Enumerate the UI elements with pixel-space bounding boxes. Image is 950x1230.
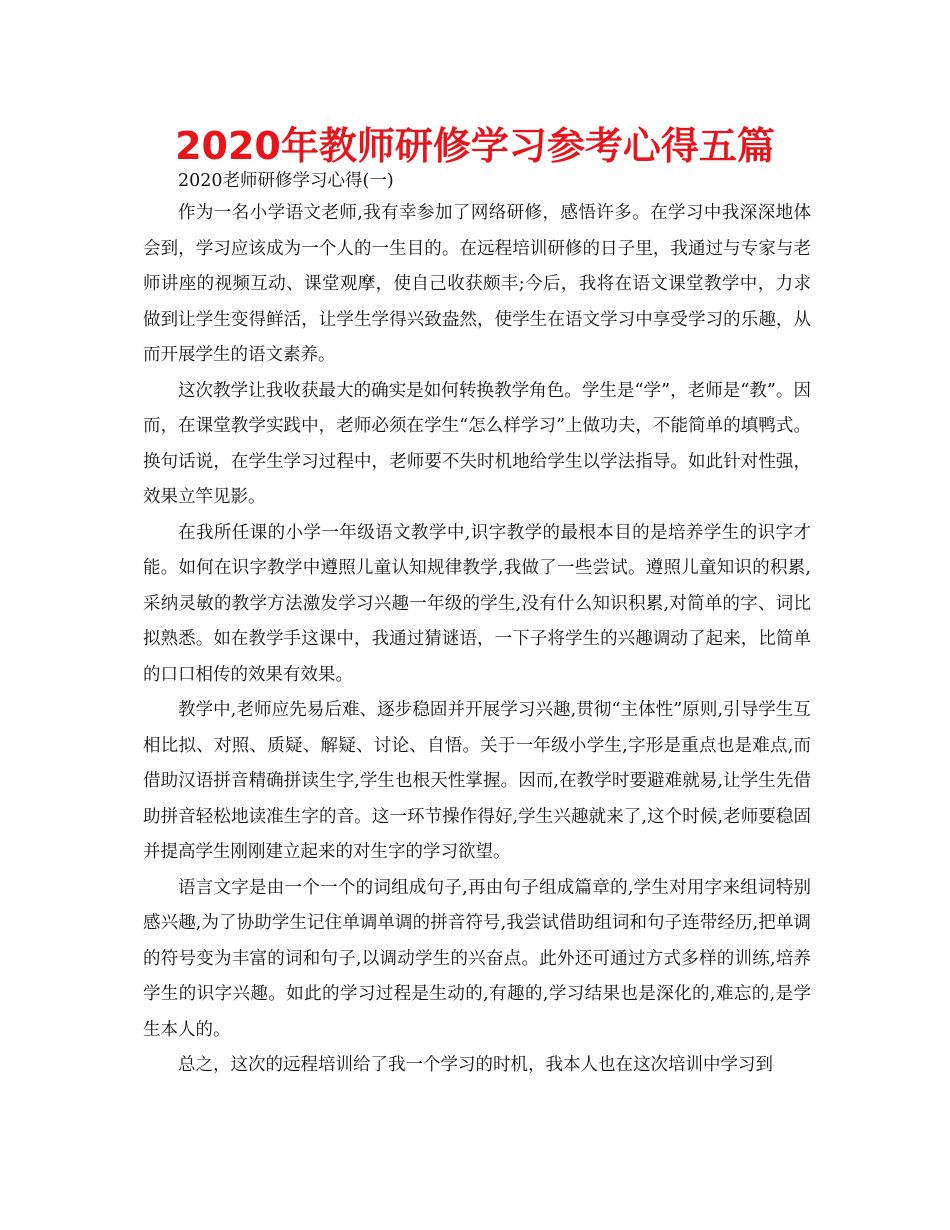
document-body	[143, 166, 811, 1084]
paragraph: 语言文字是由一个一个的词组成句子,再由句子组成篇章的,学生对用字来组词特别感兴趣,为了协助学生记住单调单调的拼音符号,我尝试借助组词和句子连带经历,把单调的符号变为丰富的词和句子,以调动学生的兴奋点。此外还可通过方式多样的训练,培养学生的识字兴趣。如此的学习过程是生动的,有趣的,学习结果也是深化的,难忘的,是学生本人的。	[143, 877, 811, 1040]
paragraph: 在我所任课的小学一年级语文教学中,识字教学的最根本目的是培养学生的识字才能。如何在识字教学中遵照儿童认知规律教学,我做了一些尝试。遵照儿童知识的积累,采纳灵敏的教学方法激发学习兴趣一年级的学生,没有什么知识积累,对简单的字、词比拟熟悉。如在教学手这课中，我通过猜谜语，一下子将学生的兴趣调动了起来，比简单的口口相传的效果有效果。	[143, 522, 811, 685]
document-title: 2020年教师研修学习参考心得五篇	[175, 124, 775, 168]
section-heading: 2020老师研修学习心得(一)	[178, 171, 394, 191]
paragraph: 作为一名小学语文老师,我有幸参加了网络研修，感悟许多。在学习中我深深地体会到，学习应该成为一个人的一生目的。在远程培训研修的日子里，我通过与专家与老师讲座的视频互动、课堂观摩，使自己收获颇丰;今后，我将在语文课堂教学中，力求做到让学生变得鲜活，让学生学得兴致盎然，使学生在语文学习中享受学习的乐趣，从而开展学生的语文素养。	[143, 203, 811, 365]
paragraph: 这次教学让我收获最大的确实是如何转换教学角色。学生是“学”，老师是“教”。因而，在课堂教学实践中，老师必须在学生“怎么样学习”上做功夫，不能简单的填鸭式。换句话说，在学生学习过程中，老师要不失时机地给学生以学法指导。如此针对性强，效果立竿见影。	[143, 380, 811, 507]
paragraph: 总之，这次的远程培训给了我一个学习的时机，我本人也在这次培训中学习到	[178, 1055, 773, 1075]
paragraph: 教学中,老师应先易后难、逐步稳固并开展学习兴趣,贯彻“主体性”原则,引导学生互相比拟、对照、质疑、解疑、讨论、自悟。关于一年级小学生,字形是重点也是难点,而借助汉语拼音精确拼读生字,学生也根天性掌握。因而,在教学时要避难就易,让学生先借助拼音轻松地读准生字的音。这一环节操作得好,学生兴趣就来了,这个时候,老师要稳固并提高学生刚刚建立起来的对生字的学习欲望。	[143, 700, 811, 862]
